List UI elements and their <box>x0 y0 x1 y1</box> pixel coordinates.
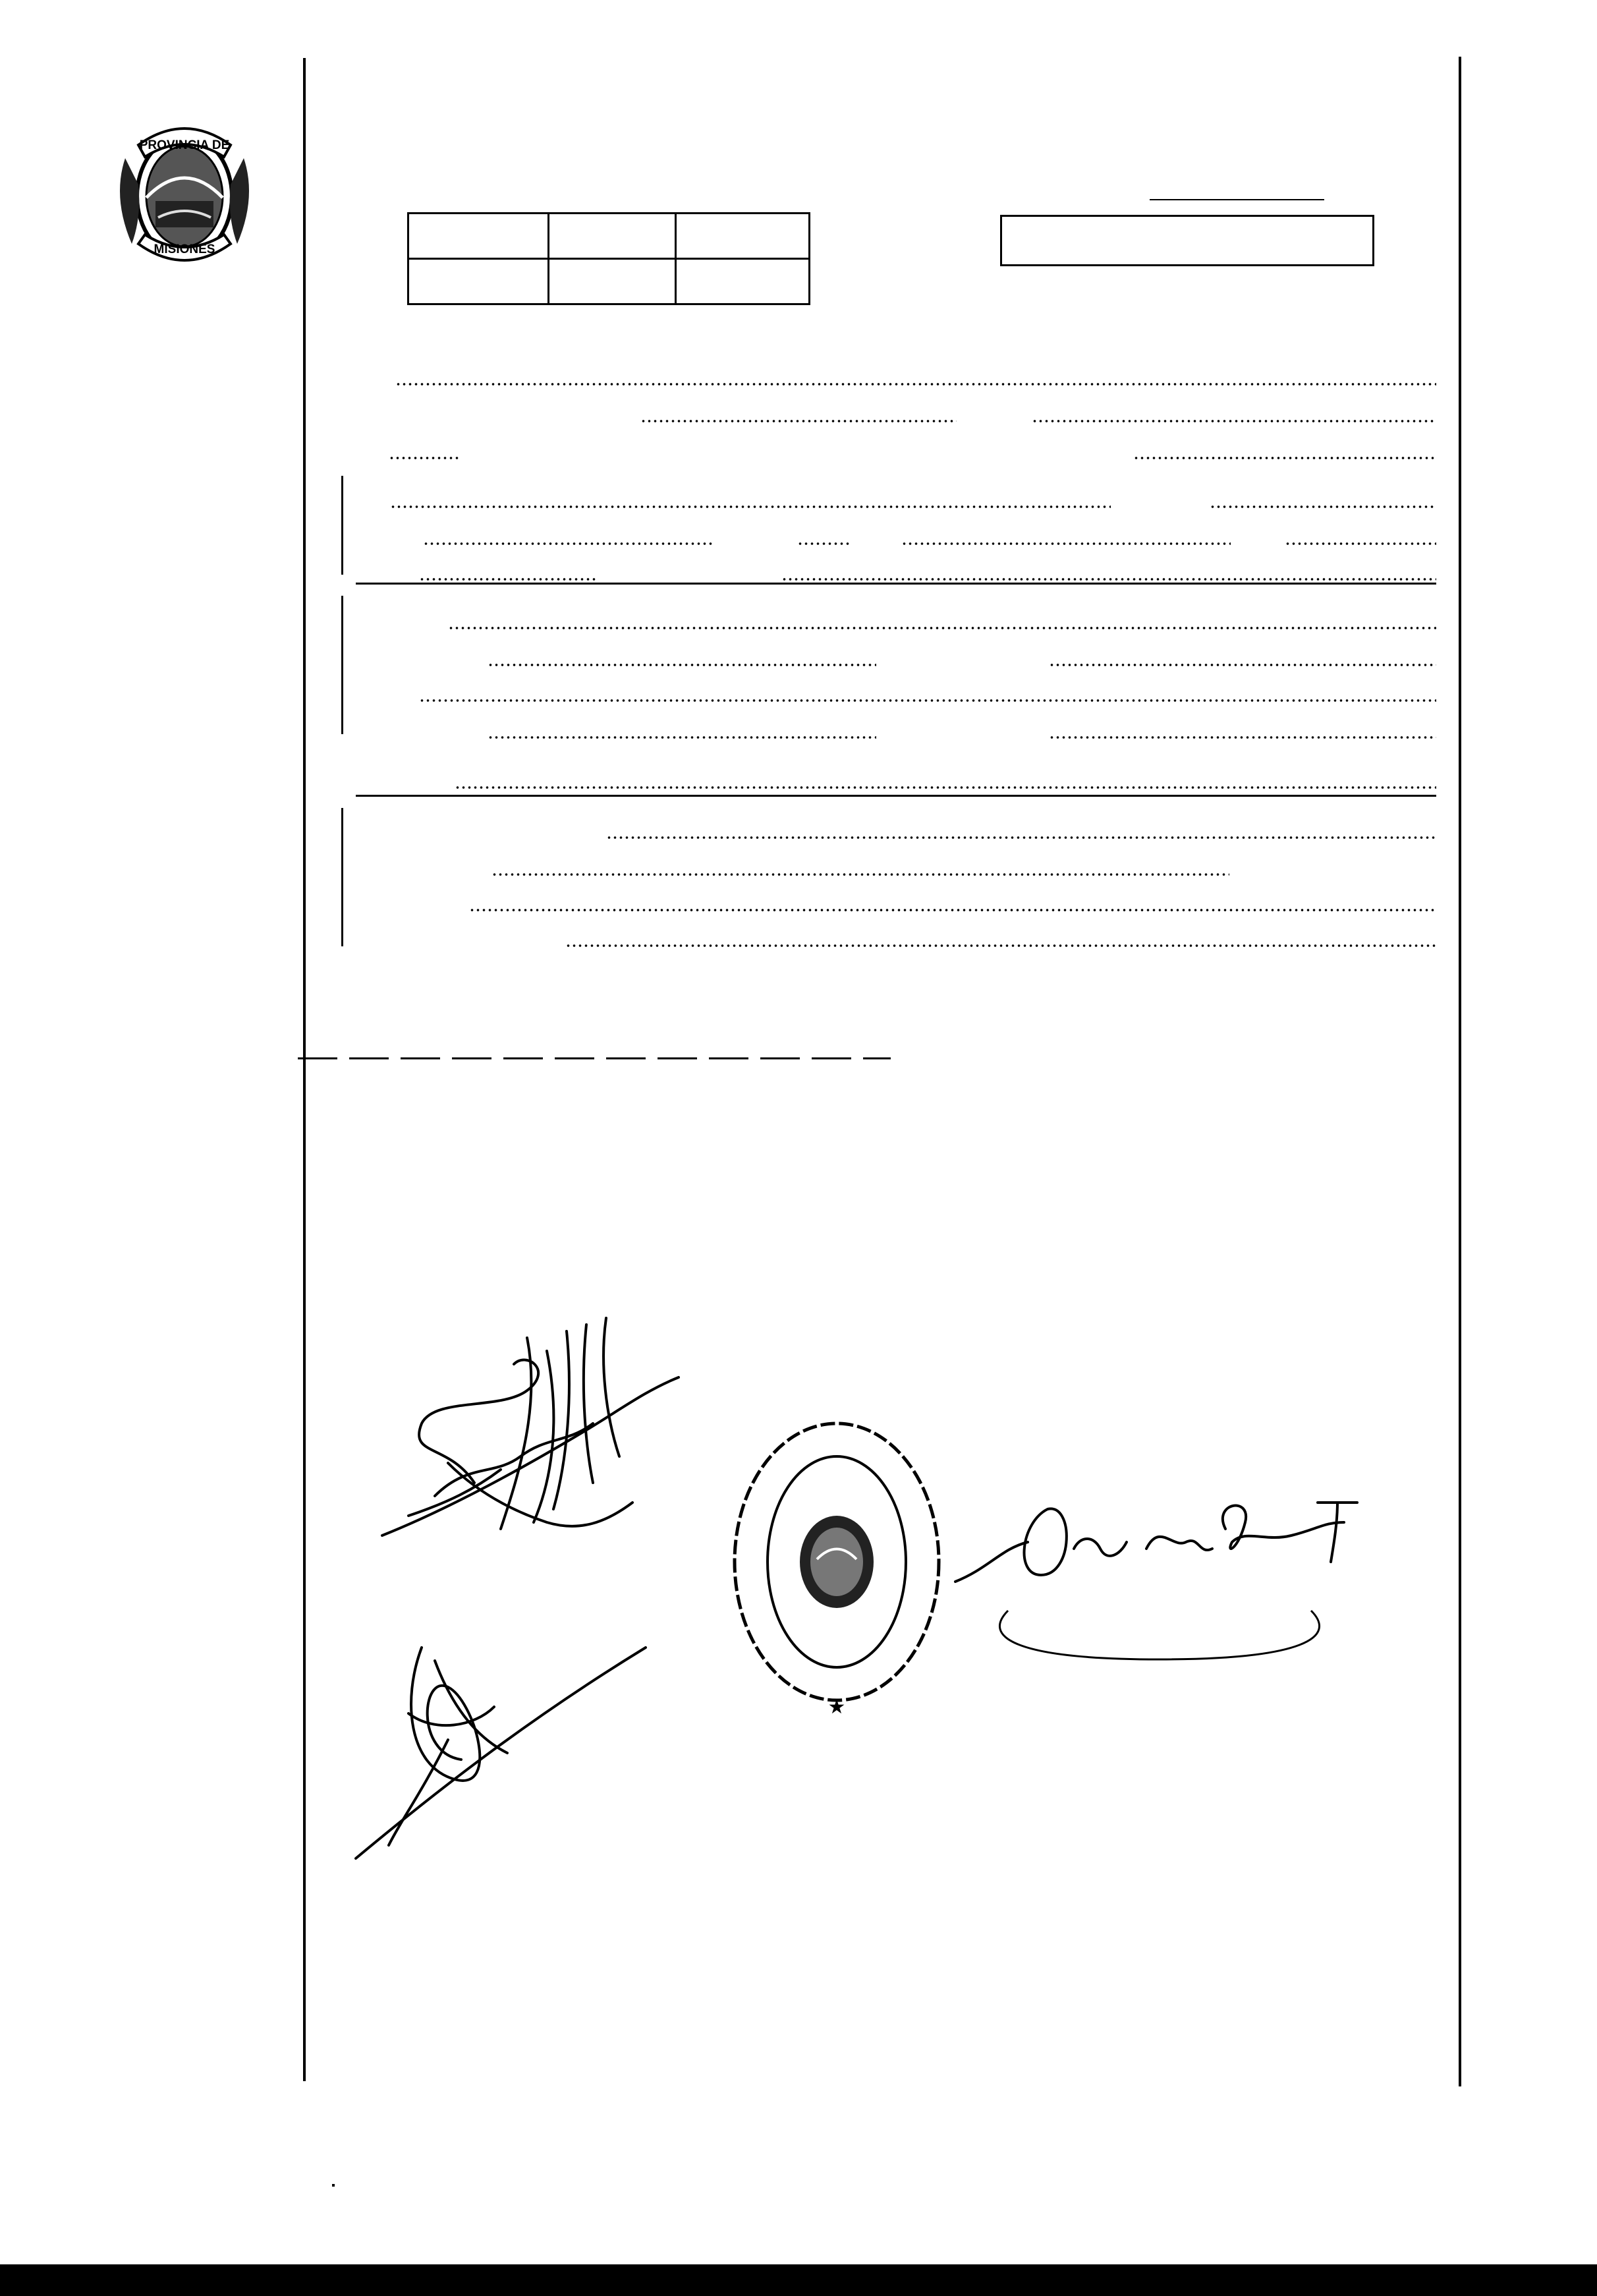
record-table-values <box>408 259 810 304</box>
row-padre-doc <box>356 633 1436 667</box>
anio-header <box>676 214 810 259</box>
row-y-de <box>356 668 1436 703</box>
declarant-signature-icon <box>369 1311 698 1595</box>
mother-signature-icon <box>343 1621 672 1872</box>
anio-value <box>676 259 810 304</box>
dotted-leader <box>455 763 1436 789</box>
official-signature-icon <box>949 1483 1370 1601</box>
dotted-leader <box>781 555 1436 581</box>
right-margin-line <box>1459 57 1461 2086</box>
dotted-leader <box>423 519 713 546</box>
row-date <box>356 389 1436 423</box>
row-declarante <box>356 842 1436 876</box>
dotted-leader <box>1049 641 1436 667</box>
record-table <box>407 212 810 305</box>
barcode-bottom-band <box>298 1257 891 1297</box>
serial-underline <box>1150 199 1324 200</box>
document-type-box <box>1000 215 1374 266</box>
row-act <box>356 426 1436 460</box>
declarante-bracket <box>341 808 343 946</box>
dotted-leader <box>565 921 1436 948</box>
tomo-header <box>408 214 549 259</box>
row-hora <box>356 547 1436 581</box>
barcode-top-band <box>298 1053 891 1097</box>
barcode-icon <box>422 1201 791 1256</box>
dotted-leader <box>901 519 1231 546</box>
official-seal-icon <box>718 1404 955 1720</box>
dotted-leader <box>488 641 876 667</box>
dotted-leader <box>390 482 1111 509</box>
section-divider <box>356 583 1436 585</box>
padres-bracket <box>341 596 343 734</box>
scan-speck <box>332 2184 335 2187</box>
acta-header <box>549 214 676 259</box>
dotted-leader <box>488 713 876 739</box>
dotted-leader <box>1210 482 1436 509</box>
dotted-leader <box>797 519 850 546</box>
row-domicilio <box>356 878 1436 912</box>
row-hijo-de <box>356 596 1436 630</box>
row-certificado <box>356 805 1436 840</box>
dotted-leader <box>1032 397 1436 423</box>
svg-text:★: ★ <box>827 1696 846 1718</box>
dotted-leader <box>640 397 957 423</box>
record-table-header <box>408 214 810 259</box>
dotted-leader <box>469 886 1436 912</box>
dotted-leader <box>419 555 597 581</box>
row-sexo <box>356 511 1436 546</box>
dotted-leader <box>606 813 1436 840</box>
row-madre-doc <box>356 705 1436 739</box>
dotted-leader <box>448 604 1436 630</box>
acta-value <box>549 259 676 304</box>
row-obra <box>356 913 1436 948</box>
row-place <box>356 352 1436 386</box>
svg-text:MISIONES: MISIONES <box>154 243 215 256</box>
section-divider <box>356 795 1436 797</box>
dotted-leader <box>1049 713 1436 739</box>
dotted-leader <box>1133 434 1436 460</box>
official-stamp-frame <box>988 1597 1331 1663</box>
row-nombre <box>356 474 1436 509</box>
nacido-bracket <box>341 476 343 575</box>
dotted-leader <box>1285 519 1436 546</box>
row-apellido <box>356 755 1436 789</box>
svg-text:PROVINCIA DE: PROVINCIA DE <box>139 138 230 152</box>
dotted-leader <box>491 850 1229 876</box>
dotted-leader <box>395 360 1436 386</box>
dotted-leader <box>389 434 461 460</box>
footer-code-bar <box>0 2264 1597 2296</box>
tomo-value <box>408 259 549 304</box>
province-coat-of-arms-icon <box>112 119 257 270</box>
dotted-leader <box>419 676 1436 703</box>
